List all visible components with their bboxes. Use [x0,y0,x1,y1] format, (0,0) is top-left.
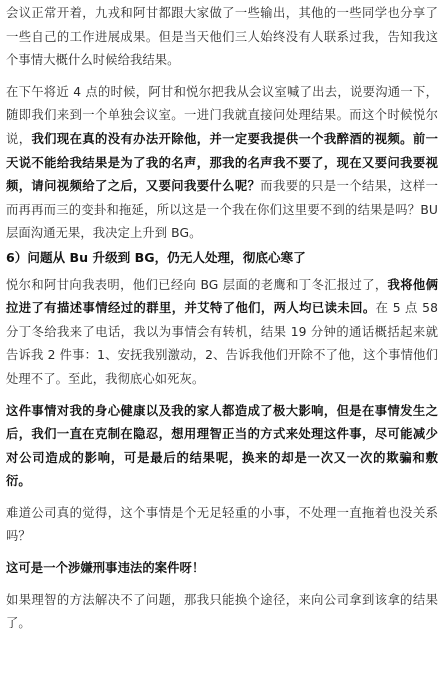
paragraph-impact [6,400,438,494]
paragraph-text: 悦尔和阿甘向我表明，他们已经向 BG 层面的老鹰和丁冬汇报过了， [6,277,388,292]
paragraph-text: 难道公司真的觉得，这个事情是个无足轻重的小事，不处理一直拖着也没关系吗？ [6,505,438,544]
paragraph-meeting [6,2,438,73]
paragraph-bold-text: 这件事情对我的身心健康以及我的家人都造成了极大影响，但是在事情发生之后，我们一直在克制在隐忍，想用理智正当的方式来处理这件事，尽可能减少对公司造成的影响，可是最后的结果呢，换来的却是一次又一次的欺骗和敷衍。 [6,403,438,489]
paragraph-text: 会议正常开着，九戎和阿甘都跟大家做了一些输出，其他的一些同学也分享了一些自己的工作进展成果。但是当天他们三人始终没有人联系过我，告知我这个事情大概什么时候给我结果。 [6,6,438,68]
section-heading-6: 6）问题从 Bu 升级到 BG，仍无人处理，彻底心寒了 [6,249,306,265]
paragraph-question [6,502,438,549]
paragraph-text: 如果理智的方法解决不了问题，那我只能换个途径，来向公司拿到该拿的结果了。 [6,592,438,631]
paragraph-bold-text: 这可是一个涉嫌刑事违法的案件呀！ [6,561,205,576]
paragraph-bold-text: 我们现在真的没有办法开除他，并一定要我提供一个我醉酒的视频。前一天说不能给我结果是为了我的名声，那我的名声我不要了，现在又要问我要视频，请问视频给了之后，又要问我要什么呢？ [6,131,439,194]
paragraph-text: 在下午将近 4 点的时候，阿甘和悦尔把我从会议室喊了出去，说要沟通一下，随即我们来到一个单独会议室。一进门我就直接问处理结果。而这个时候悦尔说， [6,84,438,146]
paragraph-text: 在 5 点 58 分丁冬给我来了电话，我以为事情会有转机，结果 19 分钟的通话概括起来就告诉我 2 件事：1、安抚我别激动，2、告诉我他们开除不了他，这个事情他们处理不了。至此，我彻底心如死灰。 [6,301,438,386]
paragraph-bold-text: 我将他俩拉进了有描述事情经过的群里，并艾特了他们，两人均已读未回。 [6,277,438,316]
paragraph-text: 而我要的只是一个结果，这样一而再再而三的变卦和拖延，所以这是一个我在你们这里要不到的结果是吗？BU 层面沟通无果，我决定上升到 BG。 [6,179,438,241]
paragraph-bg-escalation [6,274,438,392]
paragraph-video-request [6,81,438,246]
paragraph-conclusion [6,589,438,636]
paragraph-criminal-case [6,557,438,581]
article-body [6,2,438,636]
